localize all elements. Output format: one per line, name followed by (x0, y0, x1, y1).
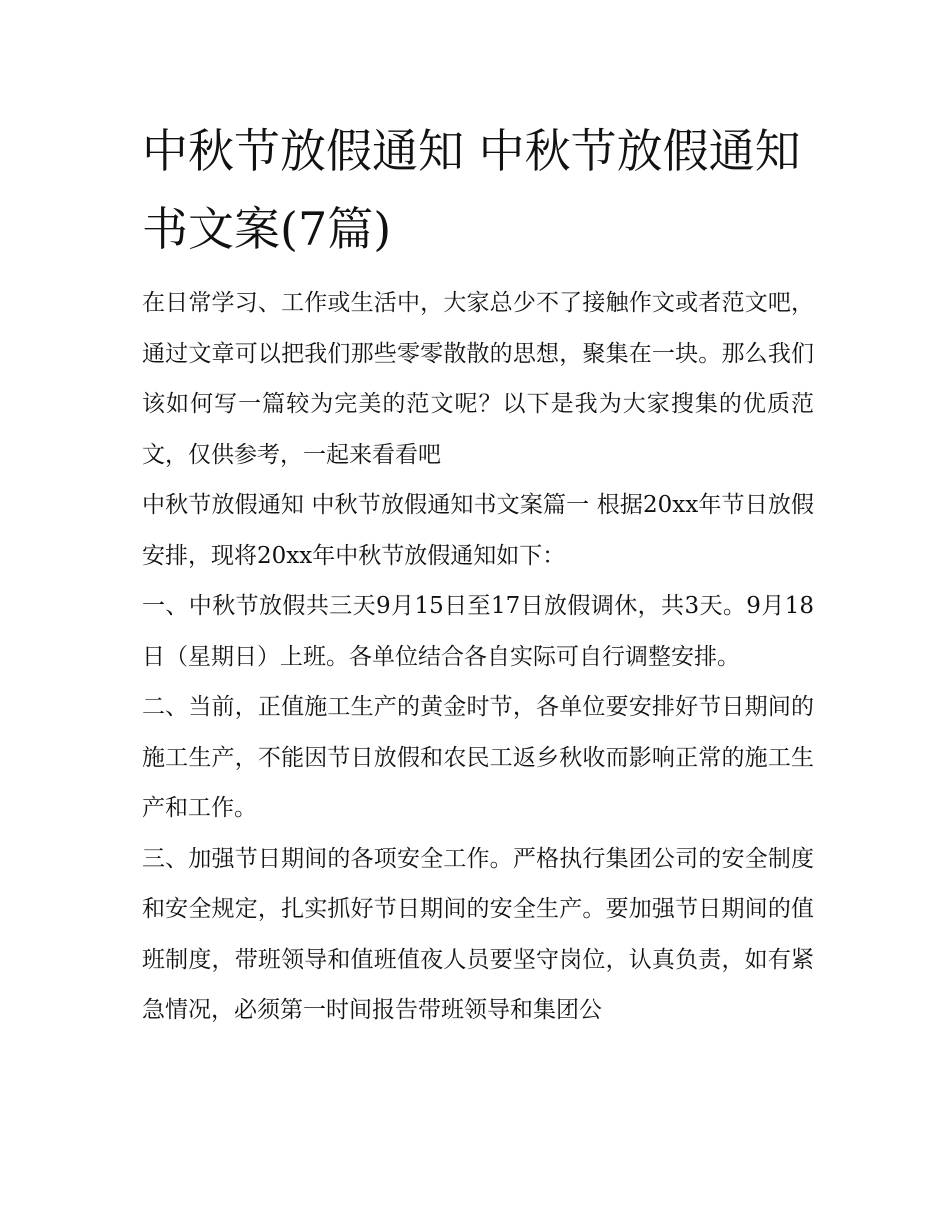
document-title: 中秋节放假通知 中秋节放假通知书文案(7篇) (142, 124, 801, 256)
item-one-paragraph: 一、中秋节放假共三天9月15日至17日放假调休，共3天。9月18日（星期日）上班。各单位结合各自实际可自行调整安排。 (142, 593, 814, 670)
item-three-paragraph: 三、加强节日期间的各项安全工作。严格执行集团公司的安全制度和安全规定，扎实抓好节日期间的安全生产。要加强节日期间的值班制度，带班领导和值班值夜人员要坚守岗位，认真负责，如有紧急情况，必须第一时间报告带班领导和集团公 (142, 845, 814, 1023)
intro-paragraph: 在日常学习、工作或生活中，大家总少不了接触作文或者范文吧，通过文章可以把我们那些零零散散的思想，聚集在一块。那么我们该如何写一篇较为完美的范文呢？以下是我为大家搜集的优质范文，仅供参考，一起来看看吧 (142, 290, 814, 468)
item-two-paragraph: 二、当前，正值施工生产的黄金时节，各单位要安排好节日期间的施工生产，不能因节日放假和农民工返乡秋收而影响正常的施工生产和工作。 (142, 694, 814, 821)
document-page (142, 112, 814, 1036)
notice-heading-paragraph: 中秋节放假通知 中秋节放假通知书文案篇一 根据20xx年节日放假安排，现将20xx年中秋节放假通知如下： (142, 492, 814, 569)
